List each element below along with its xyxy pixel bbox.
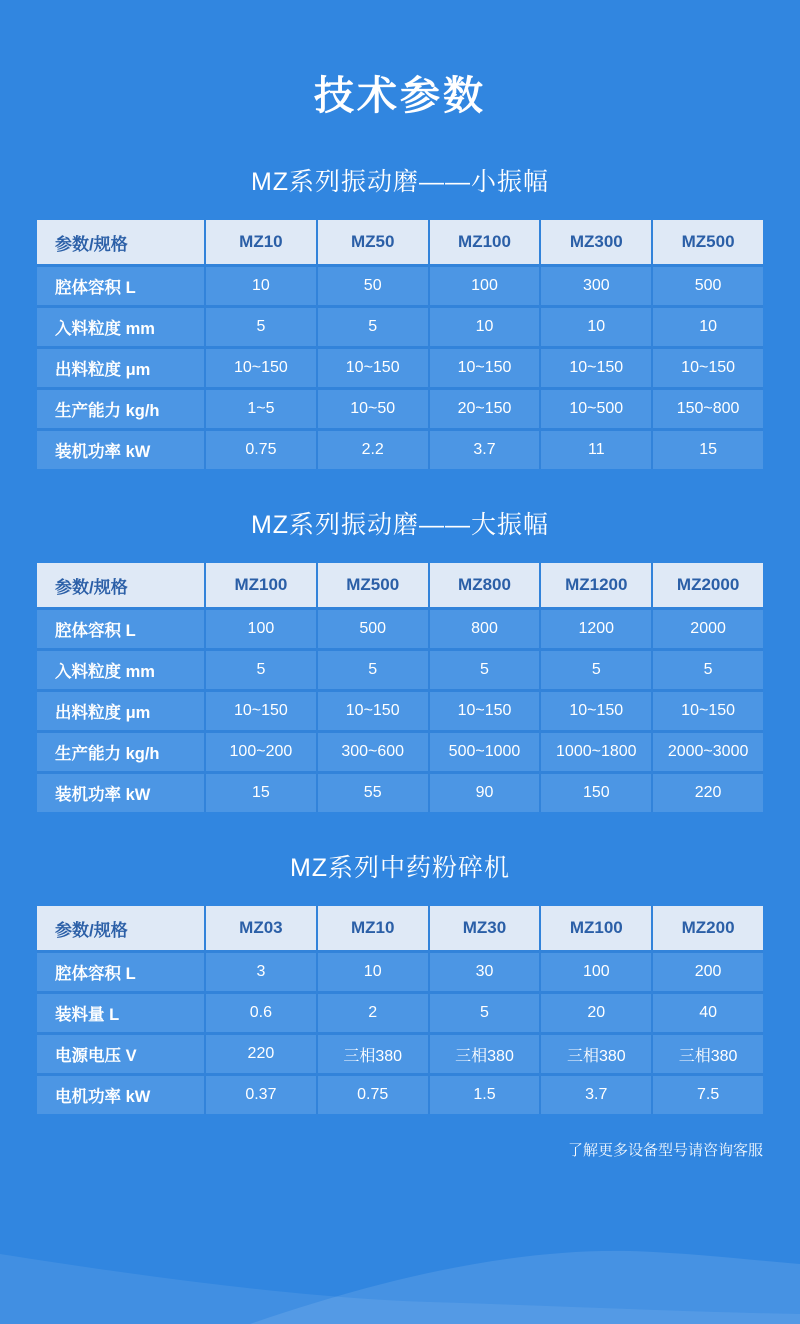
param-label-cell: 装料量 L <box>37 991 204 1032</box>
model-header-cell: MZ200 <box>651 906 763 950</box>
value-cell: 55 <box>316 771 428 812</box>
table-row <box>37 648 763 689</box>
table-row <box>37 428 763 469</box>
value-cell: 1~5 <box>204 387 316 428</box>
value-cell: 3 <box>204 950 316 991</box>
value-cell: 5 <box>428 648 540 689</box>
value-cell: 500 <box>316 607 428 648</box>
value-cell: 200 <box>651 950 763 991</box>
table-row <box>37 607 763 648</box>
model-header-cell: MZ10 <box>204 220 316 264</box>
value-cell: 10~50 <box>316 387 428 428</box>
value-cell: 10~150 <box>204 689 316 730</box>
value-cell: 0.75 <box>316 1073 428 1114</box>
value-cell: 三相380 <box>428 1032 540 1073</box>
value-cell: 100 <box>428 264 540 305</box>
value-cell: 300~600 <box>316 730 428 771</box>
value-cell: 三相380 <box>316 1032 428 1073</box>
value-cell: 5 <box>316 648 428 689</box>
value-cell: 220 <box>651 771 763 812</box>
value-cell: 5 <box>539 648 651 689</box>
section-small-amplitude <box>37 164 763 469</box>
model-header-cell: MZ50 <box>316 220 428 264</box>
value-cell: 15 <box>204 771 316 812</box>
value-cell: 100~200 <box>204 730 316 771</box>
value-cell: 500 <box>651 264 763 305</box>
param-label-cell: 电机功率 kW <box>37 1073 204 1114</box>
table-row <box>37 730 763 771</box>
value-cell: 220 <box>204 1032 316 1073</box>
value-cell: 5 <box>316 305 428 346</box>
value-cell: 5 <box>204 305 316 346</box>
value-cell: 1200 <box>539 607 651 648</box>
section-herb-pulverizer <box>37 850 763 1114</box>
table-row <box>37 264 763 305</box>
value-cell: 3.7 <box>428 428 540 469</box>
model-header-cell: MZ30 <box>428 906 540 950</box>
value-cell: 三相380 <box>539 1032 651 1073</box>
page-title: 技术参数 <box>314 74 486 118</box>
value-cell: 三相380 <box>651 1032 763 1073</box>
table-row <box>37 771 763 812</box>
param-spec-header-cell: 参数/规格 <box>37 220 204 264</box>
value-cell: 20 <box>539 991 651 1032</box>
value-cell: 10~150 <box>316 689 428 730</box>
param-label-cell: 装机功率 kW <box>37 428 204 469</box>
model-header-cell: MZ10 <box>316 906 428 950</box>
section-title-small-amplitude: MZ系列振动磨——小振幅 <box>250 168 550 196</box>
model-header-cell: MZ2000 <box>651 563 763 607</box>
spec-table-small-amplitude <box>37 220 763 469</box>
value-cell: 3.7 <box>539 1073 651 1114</box>
table-row <box>37 387 763 428</box>
value-cell: 10 <box>539 305 651 346</box>
value-cell: 1.5 <box>428 1073 540 1114</box>
param-spec-header-cell: 参数/规格 <box>37 906 204 950</box>
value-cell: 30 <box>428 950 540 991</box>
value-cell: 10~150 <box>539 346 651 387</box>
value-cell: 10 <box>204 264 316 305</box>
model-header-cell: MZ1200 <box>539 563 651 607</box>
model-header-cell: MZ100 <box>204 563 316 607</box>
value-cell: 10~150 <box>204 346 316 387</box>
value-cell: 500~1000 <box>428 730 540 771</box>
value-cell: 0.6 <box>204 991 316 1032</box>
value-cell: 10~150 <box>651 689 763 730</box>
param-label-cell: 腔体容积 L <box>37 950 204 991</box>
table-row <box>37 689 763 730</box>
value-cell: 5 <box>651 648 763 689</box>
model-header-cell: MZ500 <box>316 563 428 607</box>
model-header-cell: MZ300 <box>539 220 651 264</box>
table-row <box>37 950 763 991</box>
value-cell: 100 <box>204 607 316 648</box>
model-header-cell: MZ500 <box>651 220 763 264</box>
value-cell: 2.2 <box>316 428 428 469</box>
table-row <box>37 1032 763 1073</box>
section-title-herb-pulverizer: MZ系列中药粉碎机 <box>289 854 511 882</box>
param-label-cell: 入料粒度 mm <box>37 648 204 689</box>
table-row <box>37 991 763 1032</box>
value-cell: 100 <box>539 950 651 991</box>
param-label-cell: 出料粒度 μm <box>37 346 204 387</box>
value-cell: 10~150 <box>539 689 651 730</box>
model-header-cell: MZ100 <box>539 906 651 950</box>
model-header-cell: MZ800 <box>428 563 540 607</box>
value-cell: 10~500 <box>539 387 651 428</box>
value-cell: 0.37 <box>204 1073 316 1114</box>
value-cell: 300 <box>539 264 651 305</box>
table-row <box>37 1073 763 1114</box>
param-spec-header-cell: 参数/规格 <box>37 563 204 607</box>
value-cell: 10 <box>651 305 763 346</box>
value-cell: 150 <box>539 771 651 812</box>
value-cell: 5 <box>204 648 316 689</box>
section-large-amplitude <box>37 507 763 812</box>
table-header-row <box>37 906 763 950</box>
param-label-cell: 入料粒度 mm <box>37 305 204 346</box>
table-row <box>37 346 763 387</box>
model-header-cell: MZ03 <box>204 906 316 950</box>
param-label-cell: 电源电压 V <box>37 1032 204 1073</box>
value-cell: 7.5 <box>651 1073 763 1114</box>
value-cell: 800 <box>428 607 540 648</box>
footer-note: 了解更多设备型号请咨询客服 <box>567 1142 763 1159</box>
value-cell: 150~800 <box>651 387 763 428</box>
model-header-cell: MZ100 <box>428 220 540 264</box>
value-cell: 0.75 <box>204 428 316 469</box>
param-label-cell: 出料粒度 μm <box>37 689 204 730</box>
value-cell: 50 <box>316 264 428 305</box>
wave-decoration <box>0 1224 800 1324</box>
param-label-cell: 腔体容积 L <box>37 264 204 305</box>
spec-table-large-amplitude <box>37 563 763 812</box>
param-label-cell: 装机功率 kW <box>37 771 204 812</box>
value-cell: 1000~1800 <box>539 730 651 771</box>
value-cell: 10~150 <box>651 346 763 387</box>
value-cell: 15 <box>651 428 763 469</box>
value-cell: 10~150 <box>428 689 540 730</box>
content-container <box>37 164 763 1160</box>
value-cell: 5 <box>428 991 540 1032</box>
table-row <box>37 305 763 346</box>
value-cell: 40 <box>651 991 763 1032</box>
value-cell: 10 <box>428 305 540 346</box>
value-cell: 90 <box>428 771 540 812</box>
wave-front-shape <box>250 1251 800 1324</box>
value-cell: 10~150 <box>316 346 428 387</box>
value-cell: 2000~3000 <box>651 730 763 771</box>
param-label-cell: 生产能力 kg/h <box>37 730 204 771</box>
section-title-large-amplitude: MZ系列振动磨——大振幅 <box>250 511 550 539</box>
table-header-row <box>37 563 763 607</box>
value-cell: 10~150 <box>428 346 540 387</box>
param-label-cell: 腔体容积 L <box>37 607 204 648</box>
spec-table-herb-pulverizer <box>37 906 763 1114</box>
param-label-cell: 生产能力 kg/h <box>37 387 204 428</box>
value-cell: 20~150 <box>428 387 540 428</box>
value-cell: 2000 <box>651 607 763 648</box>
value-cell: 10 <box>316 950 428 991</box>
value-cell: 11 <box>539 428 651 469</box>
table-header-row <box>37 220 763 264</box>
value-cell: 2 <box>316 991 428 1032</box>
